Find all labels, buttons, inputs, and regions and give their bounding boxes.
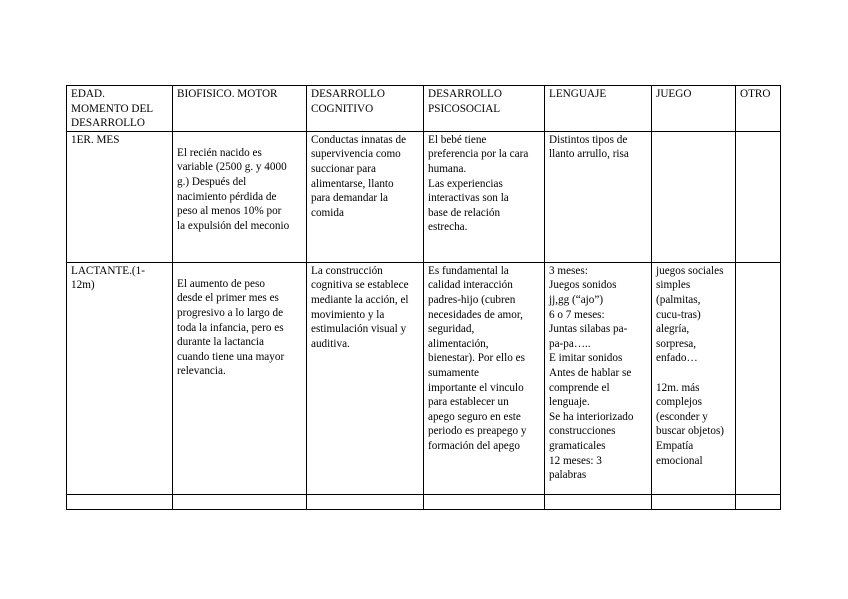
text-line: nacimiento pérdida de [177,190,277,203]
text-line: PSICOSOCIAL [428,102,501,115]
text-line: COGNITIVO [311,102,374,115]
juego-text-bottom [656,381,731,469]
text-line: BIOFISICO. MOTOR [177,88,278,100]
text-line: palabras [549,469,587,482]
text-line: necesidades de amor, [428,308,523,321]
text-line: periodo es preapego y [428,425,527,438]
text-line: LENGUAJE [549,88,607,100]
text-line: alimentarse, llanto [311,177,394,190]
age-cell [67,262,173,494]
lenguaje-cell [545,131,652,262]
header-cell-cognitivo [307,86,424,132]
text-line: comprende el [549,381,610,394]
text-line: durante la lactancia [177,336,264,349]
text-line: El bebé tiene [428,133,487,146]
text-line: preferencia por la cara [428,148,529,161]
text-line: El aumento de peso [177,277,265,290]
biofisico-cell [173,262,307,494]
text-line: 1ER. MES [71,133,120,146]
text-line: simples [656,279,691,292]
text-line: 12 meses: 3 [549,454,602,467]
table-row [67,131,781,262]
psicosocial-cell [424,262,545,494]
text-line: base de relación [428,206,501,219]
text-line: cognitiva se establece [311,279,409,292]
lenguaje-cell [545,262,652,494]
text-line: Se ha interiorizado [549,410,634,423]
header-row [67,86,781,132]
text-line: para demandar la [311,192,389,205]
text-line: DESARROLLO [311,88,385,100]
text-line: llanto arrullo, risa [549,148,629,161]
text-line: Juntas silabas pa- [549,323,628,336]
text-line: 3 meses: [549,264,588,277]
text-line: progresivo a lo largo de [177,306,284,319]
otro-cell [736,131,781,262]
header-cell-juego [652,86,736,132]
text-line: relevancia. [177,365,226,378]
text-line: desde el primer mes es [177,292,279,305]
empty-cell [545,494,652,509]
text-line: enfado… [656,352,698,365]
text-line: alimentación, [428,337,489,350]
text-line: cucu-tras) [656,308,701,321]
text-line: movimiento y la [311,308,385,321]
psicosocial-cell [424,131,545,262]
text-line: g.) Después del [177,175,247,188]
juego-cell [652,131,736,262]
text-line: Las experiencias [428,177,503,190]
text-line: MOMENTO DEL [71,102,154,115]
text-line: auditiva. [311,337,350,350]
text-line: lenguaje. [549,396,590,409]
juego-cell [652,262,736,494]
text-line: 12m) [71,279,95,292]
text-line: pa-pa….. [549,337,591,350]
text-line: sumamente [428,366,479,379]
text-line: formación del apego [428,439,520,452]
text-line: juegos sociales [656,264,724,277]
text-line: OTRO [740,88,771,100]
text-line: La construcción [311,264,383,277]
header-cell-psicosocial [424,86,545,132]
text-line: interactivas son la [428,192,509,205]
age-cell [67,131,173,262]
text-line: peso al menos 10% por [177,205,282,218]
text-line: (palmitas, [656,293,701,306]
empty-cell [67,494,173,509]
text-line: supervivencia como [311,148,401,161]
text-line: bienestar). Por ello es [428,352,525,365]
empty-cell [307,494,424,509]
text-line: alegría, [656,323,690,336]
text-line: padres-hijo (cubren [428,293,516,306]
empty-cell [173,494,307,509]
text-line: la expulsión del meconio [177,219,290,232]
text-line: sorpresa, [656,337,697,350]
text-line: comida [311,206,344,219]
text-line: 6 o 7 meses: [549,308,605,321]
cognitivo-cell [307,131,424,262]
empty-cell [736,494,781,509]
text-line: apego seguro en este [428,410,521,423]
empty-cell [652,494,736,509]
text-line: humana. [428,162,467,175]
text-line: emocional [656,454,703,467]
text-line: Conductas innatas de [311,133,407,146]
text-line: Juegos sonidos [549,279,617,292]
text-line: para establecer un [428,396,509,409]
text-line: Distintos tipos de [549,133,628,146]
text-line: calidad interacción [428,279,513,292]
text-line: El recién nacido es [177,146,262,159]
juego-text-top [656,264,731,366]
empty-cell [424,494,545,509]
text-line: Empatía [656,439,694,452]
text-line: LACTANTE.(1- [71,264,145,277]
biofisico-cell [173,131,307,262]
text-line: mediante la acción, el [311,293,409,306]
development-table [66,85,781,510]
text-line: Es fundamental la [428,264,509,277]
text-line: construcciones [549,425,616,438]
text-line: seguridad, [428,323,475,336]
cognitivo-cell [307,262,424,494]
text-line: (esconder y [656,410,708,423]
text-line: complejos [656,396,702,409]
text-line: E imitar sonidos [549,352,623,365]
text-line: cuando tiene una mayor [177,350,285,363]
text-line: JUEGO [656,88,692,100]
text-line: DESARROLLO [428,88,502,100]
text-line: succionar para [311,162,376,175]
text-line: variable (2500 g. y 4000 [177,161,287,174]
empty-row [67,494,781,509]
text-line: toda la infancia, pero es [177,321,284,334]
text-line: EDAD. [71,88,105,100]
text-line: DESARROLLO [71,117,145,130]
table-row [67,262,781,494]
text-line: importante el vinculo [428,381,524,394]
otro-cell [736,262,781,494]
header-cell-otro [736,86,781,132]
header-cell-biofisico [173,86,307,132]
text-line: gramaticales [549,439,606,452]
text-line: Antes de hablar se [549,366,632,379]
text-line: buscar objetos) [656,425,725,438]
header-cell-lenguaje [545,86,652,132]
header-cell-edad [67,86,173,132]
text-line: jj,gg (“ajo”) [549,293,604,306]
text-line: estrecha. [428,221,468,234]
text-line: estimulación visual y [311,323,407,336]
text-line: 12m. más [656,381,700,394]
